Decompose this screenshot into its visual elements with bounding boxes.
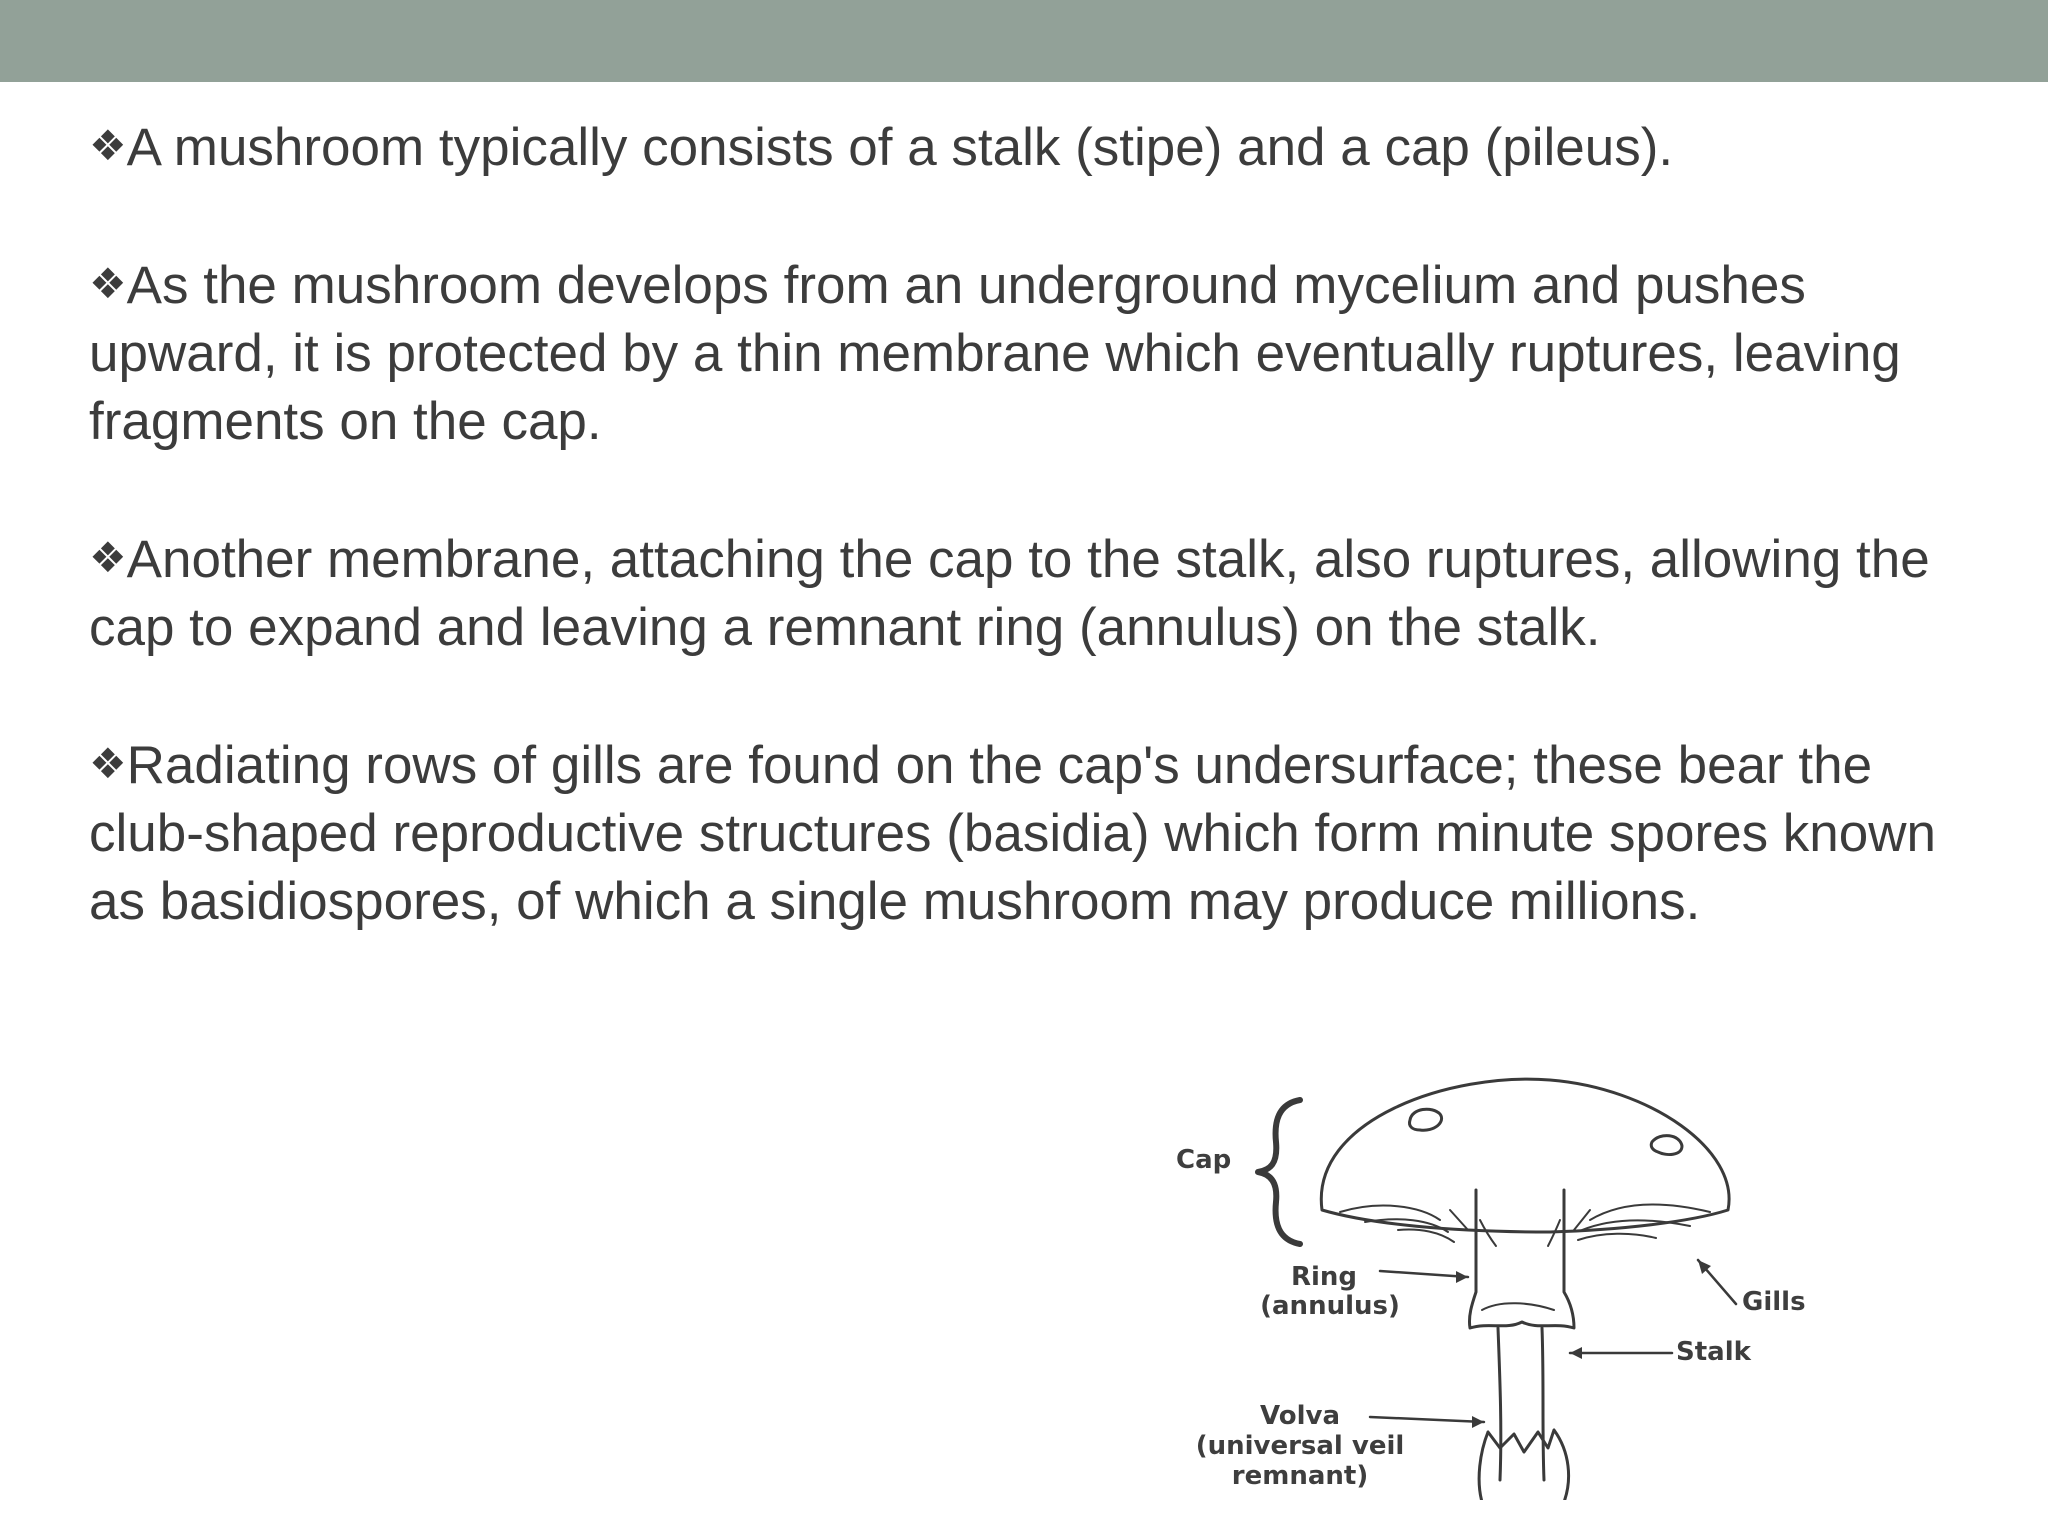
cap-brace bbox=[1258, 1100, 1300, 1244]
bullet-item bbox=[89, 112, 1989, 182]
bullet-list bbox=[89, 112, 1989, 1004]
bullet-text: A mushroom typically consists of a stalk (stipe) and a cap (pileus). bbox=[126, 118, 1674, 177]
bullet-text: Radiating rows of gills are found on the cap's undersurface; these bear the club-shaped reproductive structures (basidia) which form minute spores known as basidiospores, of which a single mushroom may produce millions. bbox=[89, 736, 1937, 931]
bullet-text: Another membrane, attaching the cap to the stalk, also ruptures, allowing the cap to expand and leaving a remnant ring (annulus) on the stalk. bbox=[89, 530, 1930, 657]
diamond-bullet-icon: ❖ bbox=[89, 259, 127, 308]
mushroom-diagram bbox=[1150, 1060, 1840, 1500]
label-stalk: Stalk bbox=[1676, 1337, 1751, 1367]
header-band bbox=[0, 0, 2048, 82]
bullet-item bbox=[89, 250, 1989, 456]
cap-spot bbox=[1651, 1136, 1682, 1155]
label-annulus: (annulus) bbox=[1260, 1291, 1400, 1321]
bullet-item bbox=[89, 524, 1989, 662]
cap-spot bbox=[1409, 1109, 1441, 1130]
label-remnant: remnant) bbox=[1231, 1461, 1369, 1491]
diamond-bullet-icon: ❖ bbox=[89, 121, 127, 170]
label-volva: Volva bbox=[1260, 1401, 1340, 1431]
label-universal-veil: (universal veil bbox=[1195, 1431, 1405, 1461]
label-gills: Gills bbox=[1742, 1287, 1806, 1317]
bullet-item bbox=[89, 730, 1989, 936]
volva-outline bbox=[1479, 1430, 1568, 1500]
bullet-text: As the mushroom develops from an underground mycelium and pushes upward, it is protected by a thin membrane which eventually ruptures, leaving fragments on the cap. bbox=[89, 256, 1901, 451]
label-ring: Ring bbox=[1290, 1262, 1358, 1292]
label-cap: Cap bbox=[1176, 1145, 1232, 1175]
stalk-outline bbox=[1498, 1328, 1544, 1480]
diamond-bullet-icon: ❖ bbox=[89, 739, 127, 788]
diamond-bullet-icon: ❖ bbox=[89, 533, 127, 582]
ring-outline bbox=[1469, 1190, 1574, 1328]
